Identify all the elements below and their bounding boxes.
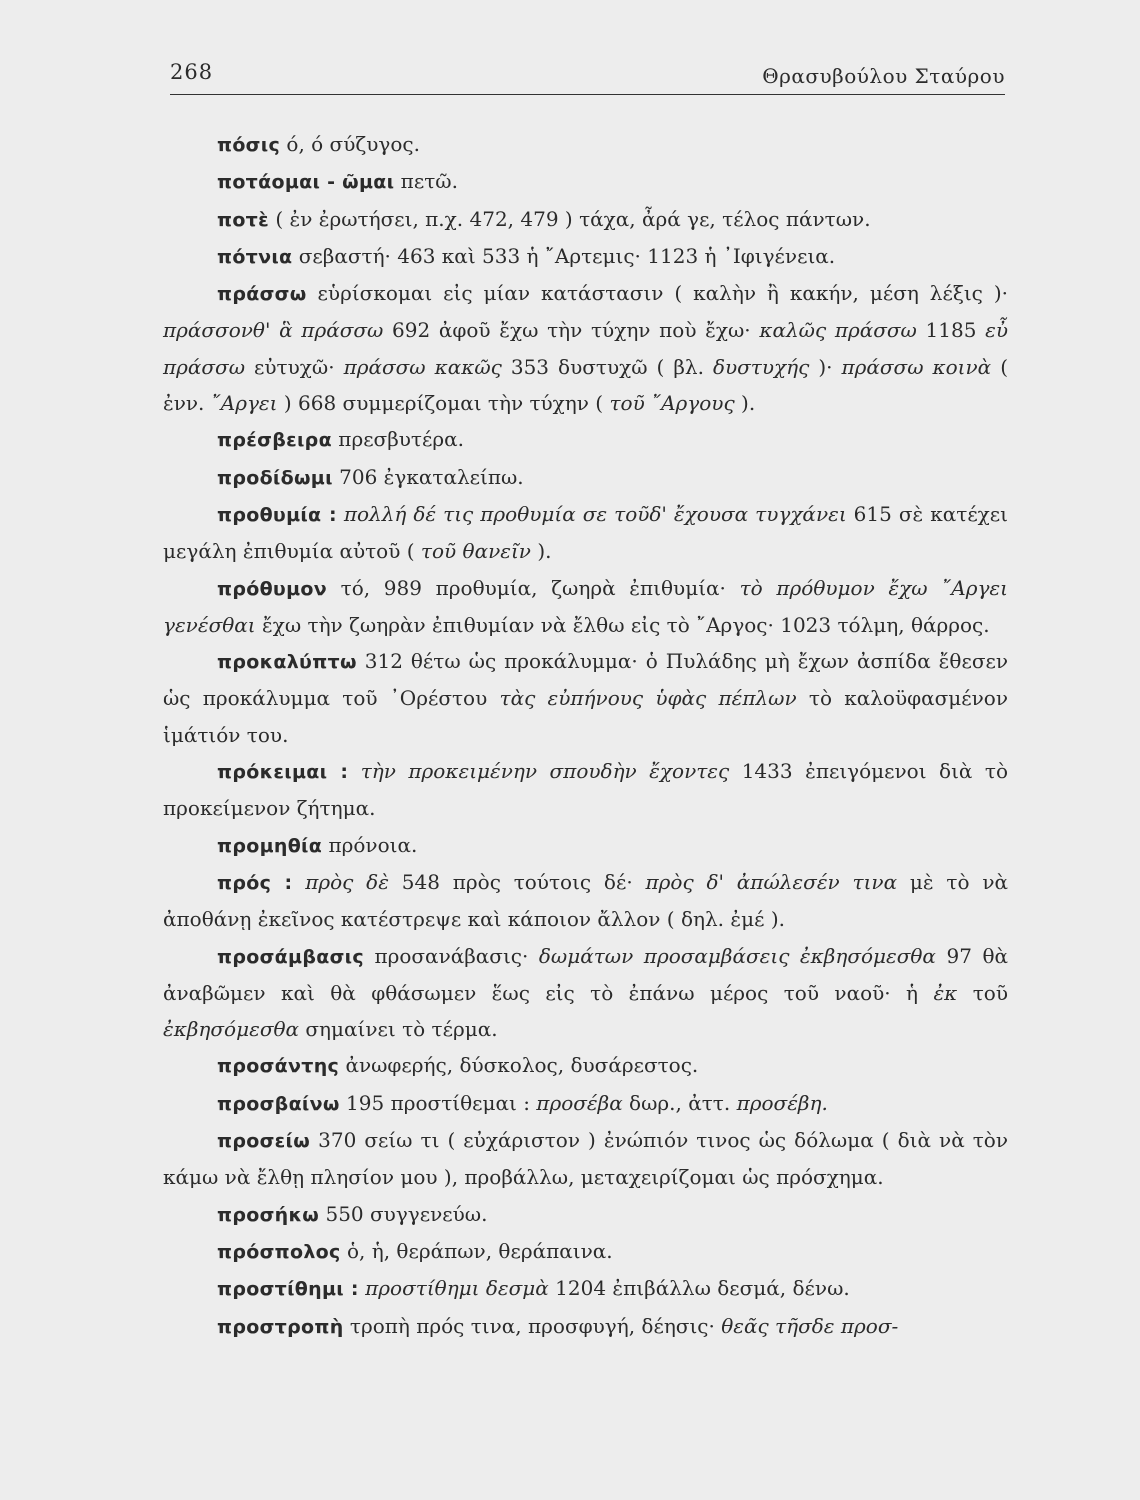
entry-text: πετῶ. (394, 169, 458, 194)
entry-citation: ἐκ (933, 980, 958, 1005)
dictionary-entry (163, 1085, 1008, 1122)
entry-citation: καλῶς πράσσω (759, 318, 917, 343)
entry-headword: προστίθημι : (217, 1278, 359, 1301)
entry-text: 1204 ἐπιβάλλω δεσμά, δένω. (548, 1276, 850, 1301)
entry-headword: πρός : (217, 871, 293, 894)
entry-text: 550 συγγενεύω. (319, 1201, 488, 1226)
dictionary-entries (163, 126, 1008, 1345)
entry-text: ( ἐν ἐρωτήσει, π.χ. 472, 479 ) τάχα, ἆρά γε, τέλος πάντων. (268, 206, 871, 231)
dictionary-entry (163, 1196, 1008, 1233)
entry-citation: πολλή δέ τις προθυμία σε τοῦδ' ἔχουσα τυγχάνει (343, 501, 847, 526)
dictionary-entry (163, 1233, 1008, 1270)
dictionary-entry (163, 421, 1008, 458)
entry-citation: εὖ πράσσω (163, 318, 1009, 379)
entry-text: πρεσβυτέρα. (331, 427, 464, 452)
page-header (170, 58, 1005, 95)
entry-headword: προστροπὴ (217, 1315, 344, 1338)
entry-text: ( ἐνν. (163, 354, 1008, 416)
page-number: 268 (170, 60, 214, 84)
dictionary-entry (163, 1270, 1008, 1307)
entry-text: 353 δυστυχῶ ( βλ. (501, 354, 713, 379)
entry-citation: δωμάτων προσαμβάσεις ἐκβησόμεσθα (538, 943, 936, 968)
entry-headword: πρέσβειρα (217, 429, 332, 452)
entry-text: εὑρίσκομαι εἰς μίαν κατάστασιν ( καλὴν ἢ κακήν, μέση λέξις )· (306, 281, 1008, 306)
entry-headword: προμηθία (217, 834, 323, 857)
dictionary-entry (163, 201, 1008, 238)
entry-headword: προδίδωμι (217, 466, 333, 489)
entry-headword: προσάμβασις (217, 945, 364, 968)
entry-text: ἀνωφερής, δύσκολος, δυσάρεστος. (339, 1053, 699, 1078)
entry-text: εὐτυχῶ· (245, 354, 344, 379)
entry-citation: πράσσω κοινὰ (841, 354, 992, 379)
entry-citation: προσέβα (536, 1090, 623, 1115)
entry-text: ό, ό σύζυγος. (280, 132, 420, 156)
entry-citation: τὰς εὐπήνους ὑφὰς πέπλων (499, 686, 797, 711)
entry-text: 548 πρὸς τούτοις δέ· (388, 869, 646, 894)
entry-headword: ποτάομαι - ῶμαι (217, 171, 395, 194)
entry-text: 1433 ἐπειγόμενοι διὰ τὸ προκείμενον ζήτημα. (163, 759, 1008, 821)
entry-text: 692 ἀφοῦ ἔχω τὴν τύχην ποὺ ἔχω· (383, 318, 760, 343)
entry-text (337, 502, 344, 526)
entry-text: 706 ἐγκαταλείπω. (332, 464, 524, 489)
entry-headword: προσείω (217, 1130, 311, 1153)
entry-citation: πρὸς δ' ἀπώλεσέν τινα (645, 869, 898, 894)
entry-headword: προσήκω (217, 1203, 320, 1226)
entry-text: 312 θέτω ὡς προκάλυμμα· ὁ Πυλάδης μὴ ἔχων ἀσπίδα ἔθεσεν ὡς προκάλυμμα τοῦ ᾿Ορέστου (163, 649, 1008, 711)
entry-text: τοῦ (957, 980, 1008, 1005)
dictionary-entry (163, 238, 1008, 275)
entry-citation: ῎Αργει (210, 391, 278, 416)
entry-text: δωρ., ἀττ. (622, 1090, 737, 1115)
entry-headword: προθυμία : (217, 503, 337, 526)
dictionary-entry (163, 827, 1008, 864)
entry-citation: πράσσονθ' ἃ πράσσω (163, 318, 384, 343)
entry-citation: ἐκβησόμεσθα (163, 1017, 300, 1042)
dictionary-entry (163, 643, 1008, 753)
entry-text: σεβαστή· 463 καὶ 533 ἡ ῎Αρτεμις· 1123 ἡ ᾿Ιφιγένεια. (292, 243, 836, 268)
entry-text: 615 σὲ κατέχει μεγάλη ἐπιθυμία αὐτοῦ ( (163, 501, 1008, 564)
entry-text: 370 σείω τι ( εὐχάριστον ) ἐνώπιόν τινος ὡς δόλωμα ( διὰ νὰ τὸν κάμω νὰ ἔλθῃ πλησίον μου ), προβάλλω, μεταχειρίζομαι ὡς πρόσχημα. (163, 1128, 1008, 1190)
entry-citation: πρὸς δὲ (305, 869, 389, 894)
entry-citation: τοῦ ῎Αργους (609, 391, 735, 416)
entry-text: μὲ τὸ νὰ ἀποθάνῃ ἐκεῖνος κατέστρεψε καὶ κάποιον ἄλλον ( δηλ. ἐμέ ). (163, 869, 1009, 932)
entry-headword: πρόκειμαι : (217, 761, 349, 784)
dictionary-entry (163, 163, 1008, 200)
entry-text: 195 προστίθεμαι : (339, 1090, 537, 1115)
entry-citation: τοῦ θανεῖν (420, 539, 531, 564)
entry-text: ). (530, 539, 552, 564)
entry-citation: πράσσω κακῶς (343, 354, 502, 379)
entry-headword: προσάντης (217, 1055, 340, 1078)
entry-text: 97 θὰ ἀναβῶμεν καὶ θὰ φθάσωμεν ἕως εἰς τὸ ἐπάνω μέρος τοῦ ναοῦ· ἡ (163, 943, 1009, 1005)
entry-headword: προκαλύπτω (217, 651, 357, 674)
dictionary-entry (163, 570, 1008, 644)
entry-text: σημαίνει τὸ τέρμα. (299, 1017, 498, 1042)
dictionary-entry (163, 1122, 1008, 1196)
entry-text: τὸ καλοϋφασμένον ἱμάτιόν του. (163, 686, 1009, 747)
entry-text: τό, 989 προθυμία, ζωηρὰ ἐπιθυμία· (326, 575, 740, 600)
entry-headword: πρόσπολος (217, 1240, 341, 1263)
entry-text: ὁ, ἡ, θεράπων, θεράπαινα. (340, 1238, 613, 1263)
entry-citation: θεᾶς τῆσδε προσ- (721, 1313, 899, 1338)
dictionary-entry (163, 1308, 1008, 1345)
entry-headword: πόσις (217, 134, 281, 156)
entry-text: ). (734, 391, 756, 416)
entry-headword: πρόθυμον (217, 577, 327, 600)
entry-headword: πότνια (217, 245, 293, 268)
entry-text: προσανάβασις· (363, 943, 539, 968)
entry-citation: τὴν προκειμένην σπουδὴν ἔχοντες (360, 759, 730, 784)
dictionary-entry (163, 126, 1008, 163)
dictionary-entry (163, 864, 1008, 938)
entry-headword: ποτὲ (217, 208, 269, 231)
entry-headword: προσβαίνω (217, 1092, 340, 1115)
entry-citation: δυστυχής (712, 354, 810, 379)
dictionary-entry (163, 938, 1008, 1048)
dictionary-entry (163, 753, 1008, 827)
entry-text (348, 759, 360, 783)
entry-text: 1185 (916, 318, 986, 343)
entry-text: ἔχω τὴν ζωηρὰν ἐπιθυμίαν νὰ ἔλθω εἰς τὸ ῎Αργος· 1023 τόλμη, θάρρος. (255, 612, 990, 637)
entry-text: τροπὴ πρός τινα, προσφυγή, δέησις· (343, 1313, 722, 1338)
entry-citation: προσέβη. (736, 1090, 828, 1115)
entry-text: ) 668 συμμερίζομαι τὴν τύχην ( (277, 391, 610, 416)
running-title: Θρασυβούλου Σταύρου (762, 64, 1005, 88)
entry-citation: προστίθημι δεσμὰ (365, 1276, 549, 1301)
dictionary-entry (163, 275, 1008, 421)
dictionary-entry (163, 459, 1008, 496)
dictionary-entry (163, 1047, 1008, 1084)
entry-text: )· (809, 354, 842, 379)
entry-citation: τὸ πρόθυμον ἔχω ῎Αργει γενέσθαι (163, 575, 1008, 637)
dictionary-entry (163, 496, 1008, 570)
entry-text (292, 870, 305, 894)
entry-text: πρόνοια. (322, 832, 418, 857)
entry-headword: πράσσω (217, 283, 307, 306)
